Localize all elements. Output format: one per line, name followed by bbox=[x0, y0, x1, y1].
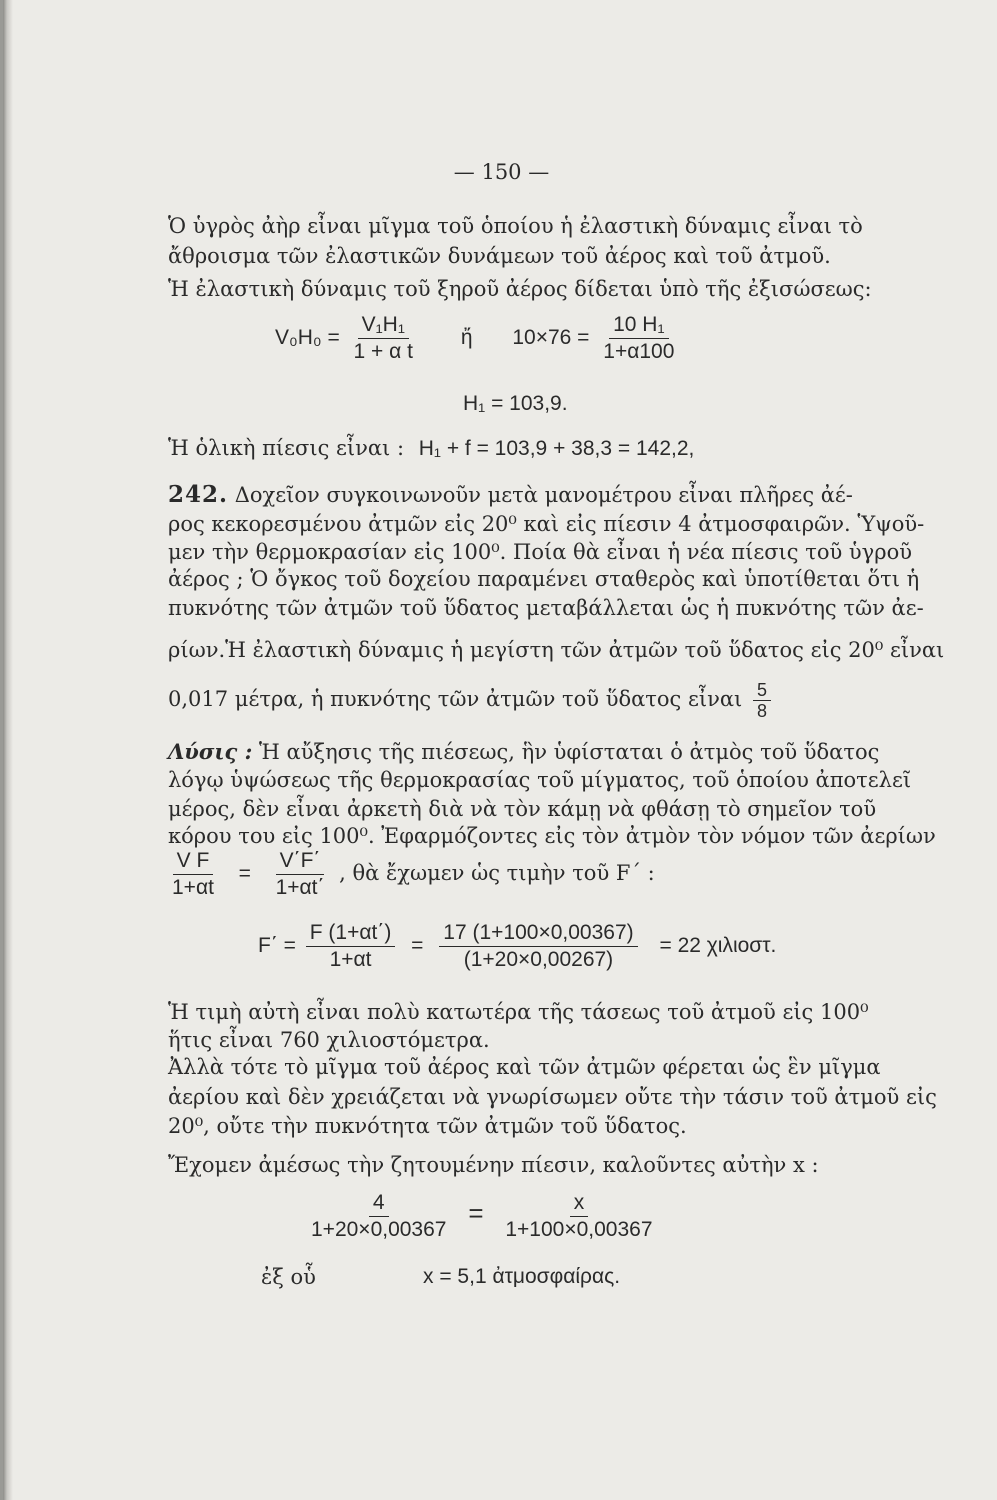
page-number: — 150 — bbox=[453, 160, 550, 184]
problem-number: 242. bbox=[168, 481, 229, 508]
total-pressure-line bbox=[168, 434, 880, 463]
fraction-denominator: 1+20×0,00367 bbox=[311, 1218, 447, 1241]
solution-line: λόγῳ ὑψώσεως τῆς θερμοκρασίας τοῦ μίγματος, τοῦ ὁποίου ἀποτελεῖ bbox=[168, 768, 912, 792]
fraction-numerator: 17 (1+100×0,00367) bbox=[439, 920, 637, 947]
fraction-numerator: V΄F΄ bbox=[276, 848, 325, 875]
fraction-numerator: 10 H₁ bbox=[609, 312, 668, 339]
total-formula: H₁ + f = 103,9 + 38,3 = 142,2, bbox=[418, 437, 695, 460]
gas-law-tail: , θὰ ἔχωμεν ὡς τιμὴν τοῦ F΄ : bbox=[339, 861, 655, 885]
density-fraction bbox=[753, 680, 771, 721]
solution-text: Ἡ αὔξησις τῆς πιέσεως, ἣν ὑφίσταται ὁ ἀτμὸς τοῦ ὕδατος bbox=[259, 740, 880, 764]
fraction-denominator: 1+α100 bbox=[603, 340, 675, 363]
problem-line: ἀέρος ; Ὁ ὄγκος τοῦ δοχείου παραμένει σταθερὸς καὶ ὑποτίθεται ὅτι ἡ bbox=[168, 567, 920, 591]
problem-line bbox=[168, 680, 880, 721]
problem-line: ρίων.Ἡ ἐλαστικὴ δύναμις ἡ μεγίστη τῶν ἀτμῶν τοῦ ὕδατος εἰς 20⁰ εἶναι bbox=[168, 638, 945, 662]
eq3-lhs: F΄ = bbox=[258, 934, 296, 958]
fraction-denominator: 1+αt bbox=[172, 876, 214, 899]
gas-law-fraction-2 bbox=[272, 848, 329, 901]
problem-line: πυκνότης τῶν ἀτμῶν τοῦ ὕδατος μεταβάλλεται ὡς ἡ πυκνότης τῶν ἀε- bbox=[168, 596, 924, 620]
eq3-fraction-1 bbox=[306, 920, 396, 973]
paragraph-line: ἥτις εἶναι 760 χιλιοστόμετρα. bbox=[168, 1028, 490, 1052]
eq4-fraction-2 bbox=[501, 1190, 656, 1243]
problem-line: ρος κεκορεσμένου ἀτμῶν εἰς 20⁰ καὶ εἰς πίεσιν 4 ἀτμοσφαιρῶν. Ὑψοῦ- bbox=[168, 512, 925, 536]
fraction-numerator: 5 bbox=[753, 680, 771, 701]
problem-text: 0,017 μέτρα, ἡ πυκνότης τῶν ἀτμῶν τοῦ ὕδατος εἶναι bbox=[168, 687, 743, 711]
total-text: Ἡ ὁλικὴ πίεσις εἶναι : bbox=[168, 436, 405, 460]
paragraph-line: Ἔχομεν ἀμέσως τὴν ζητουμένην πίεσιν, καλοῦντες αὐτὴν x : bbox=[168, 1153, 819, 1177]
fraction-denominator: 1 + α t bbox=[353, 340, 413, 363]
gas-law-fraction-1 bbox=[168, 848, 218, 901]
fraction-denominator: (1+20×0,00267) bbox=[463, 948, 614, 971]
equation-4: $\frac{4}{1+20\times 0,00367}$ = $\frac{x}{1+100\times 0,00367}$ bbox=[303, 1190, 723, 1243]
problem-line bbox=[168, 481, 880, 509]
eq1-fraction-2 bbox=[599, 312, 678, 365]
solution-line bbox=[168, 738, 880, 766]
problem-line: μεν τὴν θερμοκρασίαν εἰς 100⁰. Ποία θὰ εἶναι ἡ νέα πίεσις τοῦ ὑγροῦ bbox=[168, 540, 912, 564]
paragraph-line: ἄθροισμα τῶν ἐλαστικῶν δυνάμεων τοῦ ἀέρος καὶ τοῦ ἀτμοῦ. bbox=[168, 244, 831, 268]
gas-law-equation: $\frac{\text{V F}}{1+\alpha t}$ = $\frac{V΄F΄}{1+\alpha t΄}$ , θὰ ἔχωμεν ὡς τιμὴν τοῦ F΄ : bbox=[168, 848, 880, 901]
fraction-denominator: 1+100×0,00367 bbox=[505, 1218, 653, 1241]
problem-text: Δοχεῖον συγκοινωνοῦν μετὰ μανομέτρου εἶναι πλῆρες ἀέ- bbox=[234, 483, 853, 507]
paragraph-line: Ἡ τιμὴ αὐτὴ εἶναι πολὺ κατωτέρα τῆς τάσεως τοῦ ἀτμοῦ εἰς 100⁰ bbox=[168, 1000, 869, 1024]
solution-line: μέρος, δὲν εἶναι ἀρκετὴ διὰ νὰ τὸν κάμῃ νὰ φθάσῃ τὸ σημεῖον τοῦ bbox=[168, 797, 877, 821]
fraction-denominator: 1+αt΄ bbox=[275, 876, 325, 899]
binding-shadow bbox=[3, 0, 13, 1500]
equation-2: H₁ = 103,9. bbox=[463, 392, 568, 415]
eq1-lhs: V₀H₀ = bbox=[275, 326, 340, 350]
fraction-denominator: 8 bbox=[756, 701, 767, 721]
eq1-lhs2: 10×76 = bbox=[512, 326, 590, 350]
equation-3: F΄ = $\frac{F (1+\alpha t΄)}{1+\alpha t}$ = $\frac{17 (1+100\times 0,00367)}{(1+20\times 0,00267)}$ = 22 χιλιοστ. bbox=[258, 921, 777, 971]
final-prefix: ἐξ οὗ bbox=[261, 1265, 316, 1289]
paragraph-line: Ἡ ἐλαστικὴ δύναμις τοῦ ξηροῦ ἀέρος δίδεται ὑπὸ τῆς ἐξισώσεως: bbox=[168, 277, 872, 301]
eq3-result: = 22 χιλιοστ. bbox=[659, 934, 777, 958]
paragraph-line: Ὁ ὑγρὸς ἀὴρ εἶναι μῖγμα τοῦ ὁποίου ἡ ἐλαστικὴ δύναμις εἶναι τὸ bbox=[168, 214, 863, 238]
fraction-numerator: 4 bbox=[369, 1190, 389, 1217]
fraction-numerator: V₁H₁ bbox=[358, 312, 409, 339]
fraction-numerator: F (1+αt΄) bbox=[306, 920, 396, 947]
fraction-numerator: x bbox=[570, 1190, 589, 1217]
fraction-numerator: V F bbox=[173, 848, 214, 875]
paragraph-line: ἀερίου καὶ δὲν χρειάζεται νὰ γνωρίσωμεν οὔτε τὴν τάσιν τοῦ ἀτμοῦ εἰς bbox=[168, 1085, 937, 1109]
paragraph-line: 20⁰, οὔτε τὴν πυκνότητα τῶν ἀτμῶν τοῦ ὕδατος. bbox=[168, 1114, 687, 1138]
eq3-fraction-2 bbox=[439, 920, 637, 973]
solution-label: Λύσις : bbox=[168, 739, 253, 764]
equation-1 bbox=[275, 312, 775, 365]
solution-line: κόρου του εἰς 100⁰. Ἐφαρμόζοντες εἰς τὸν ἀτμὸν τὸν νόμον τῶν ἀερίων bbox=[168, 824, 936, 848]
eq4-fraction-1 bbox=[307, 1190, 450, 1243]
paragraph-line: Ἀλλὰ τότε τὸ μῖγμα τοῦ ἀέρος καὶ τῶν ἀτμῶν φέρεται ὡς ἓν μῖγμα bbox=[168, 1055, 881, 1079]
final-result: x = 5,1 ἀτμοσφαίρας. bbox=[423, 1265, 621, 1288]
eq1-fraction-1 bbox=[350, 312, 417, 365]
fraction-denominator: 1+αt bbox=[329, 948, 372, 971]
eq1-or: ἤ bbox=[460, 326, 473, 350]
